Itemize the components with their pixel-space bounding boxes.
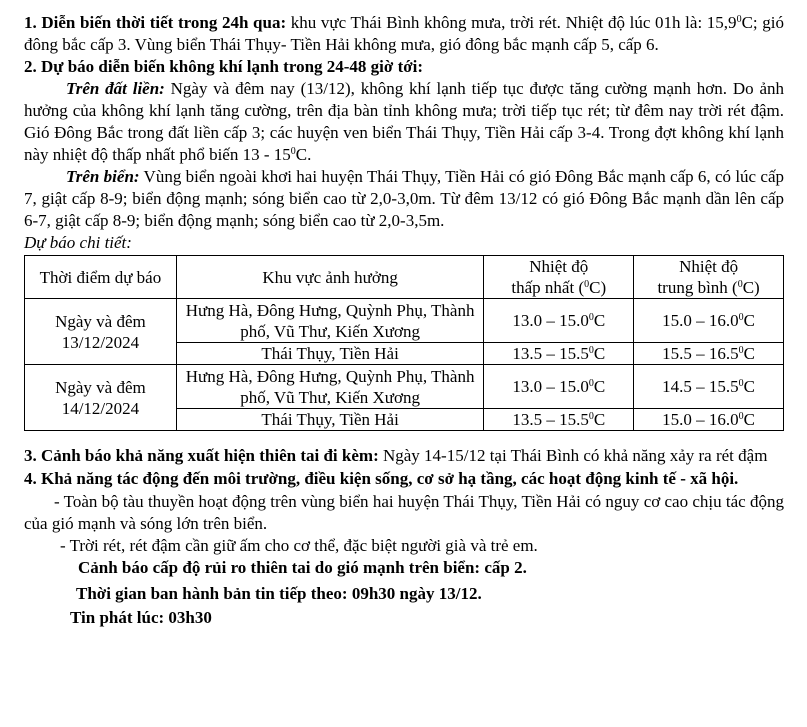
table-row xyxy=(25,299,784,343)
section-4-heading: 4. Khả năng tác động đến môi trường, điều kiện sống, cơ sở hạ tầng, các hoạt động kinh tế - xã hội. xyxy=(24,469,739,488)
avg-temp-cell: 14.5 – 15.5$^0$C xyxy=(634,365,784,409)
min-temp-cell: 13.5 – 15.5$^0$C xyxy=(484,409,634,431)
impact-item-1: - Toàn bộ tàu thuyền hoạt động trên vùng biển hai huyện Thái Thụy, Tiền Hải có nguy cơ cao chịu tác động của gió mạnh và sóng lớn trên biển. xyxy=(24,492,784,533)
avg-temp-cell: 15.0 – 16.0$^0$C xyxy=(634,299,784,343)
section-3: 3. Cảnh báo khả năng xuất hiện thiên tai đi kèm: Ngày 14-15/12 tại Thái Bình có khả năng xảy ra rét đậm xyxy=(24,446,768,465)
bulletin-document xyxy=(24,12,784,629)
day-13-cell: Ngày và đêm 13/12/2024 xyxy=(25,299,177,365)
header-area: Khu vực ảnh hưởng xyxy=(176,256,484,299)
area-cell: Hưng Hà, Đông Hưng, Quỳnh Phụ, Thành phố, Vũ Thư, Kiến Xương xyxy=(176,365,484,409)
header-avg-temp: Nhiệt độ trung bình ($^0$C) xyxy=(634,256,784,299)
risk-warning: Cảnh báo cấp độ rủi ro thiên tai do gió mạnh trên biển: cấp 2. xyxy=(78,558,527,577)
section-1: 1. Diễn biến thời tiết trong 24h qua: khu vực Thái Bình không mưa, trời rét. Nhiệt độ lúc 01h là: 15,9$^0$C; gió đông bắc cấp 3. Vùng biển Thái Thụy- Tiền Hải không mưa, gió đông bắc mạnh cấp 5, cấp 6. xyxy=(24,13,784,54)
land-forecast: Trên đất liền: Ngày và đêm nay (13/12), không khí lạnh tiếp tục được tăng cường mạnh hơn. Do ảnh hưởng của không khí lạnh tăng cường, trên địa bàn tỉnh không mưa; trời tiếp tục rét; từ đêm nay trời rét đậm. Gió Đông Bắc trong đất liền cấp 3; các huyện ven biển Thái Thụy, Tiền Hải cấp 3-4. Trong đợt không khí lạnh này nhiệt độ thấp nhất phổ biến $13 - 15^0C$. xyxy=(24,79,784,164)
min-temp-cell: 13.0 – 15.0$^0$C xyxy=(484,365,634,409)
forecast-table xyxy=(24,255,784,431)
avg-temp-cell: 15.5 – 16.5$^0$C xyxy=(634,343,784,365)
area-cell: Thái Thụy, Tiền Hải xyxy=(176,409,484,431)
table-header-row xyxy=(25,256,784,299)
header-min-temp: Nhiệt độ thấp nhất ($^0$C) xyxy=(484,256,634,299)
next-bulletin-time: Thời gian ban hành bản tin tiếp theo: 09h30 ngày 13/12. xyxy=(76,584,482,603)
min-temp-cell: 13.5 – 15.5$^0$C xyxy=(484,343,634,365)
min-temp-cell: 13.0 – 15.0$^0$C xyxy=(484,299,634,343)
section-1-heading: 1. Diễn biến thời tiết trong 24h qua: xyxy=(24,13,287,32)
header-time: Thời điểm dự báo xyxy=(25,256,177,299)
area-cell: Thái Thụy, Tiền Hải xyxy=(176,343,484,365)
section-3-heading: 3. Cảnh báo khả năng xuất hiện thiên tai đi kèm: xyxy=(24,446,379,465)
impact-item-2: - Trời rét, rét đậm cần giữ ấm cho cơ thể, đặc biệt người già và trẻ em. xyxy=(60,536,538,555)
detail-label: Dự báo chi tiết: xyxy=(24,233,132,252)
section-2-heading: 2. Dự báo diễn biến không khí lạnh trong 24-48 giờ tới: xyxy=(24,57,424,76)
avg-temp-cell: 15.0 – 16.0$^0$C xyxy=(634,409,784,431)
area-cell: Hưng Hà, Đông Hưng, Quỳnh Phụ, Thành phố, Vũ Thư, Kiến Xương xyxy=(176,299,484,343)
day-14-cell: Ngày và đêm 14/12/2024 xyxy=(25,365,177,431)
sea-forecast: Trên biển: Vùng biển ngoài khơi hai huyện Thái Thụy, Tiền Hải có gió Đông Bắc mạnh cấp 6, có lúc cấp 7, giật cấp 8-9; biển động mạnh; sóng biển cao từ 2,0-3,0m. Từ đêm 13/12 có gió Đông Bắc mạnh dần lên cấp 6-7, giật cấp 8-9; biển động mạnh; sóng biển cao từ 2,0-3,5m. xyxy=(24,167,784,230)
issued-time: Tin phát lúc: 03h30 xyxy=(70,608,212,627)
table-row xyxy=(25,365,784,409)
